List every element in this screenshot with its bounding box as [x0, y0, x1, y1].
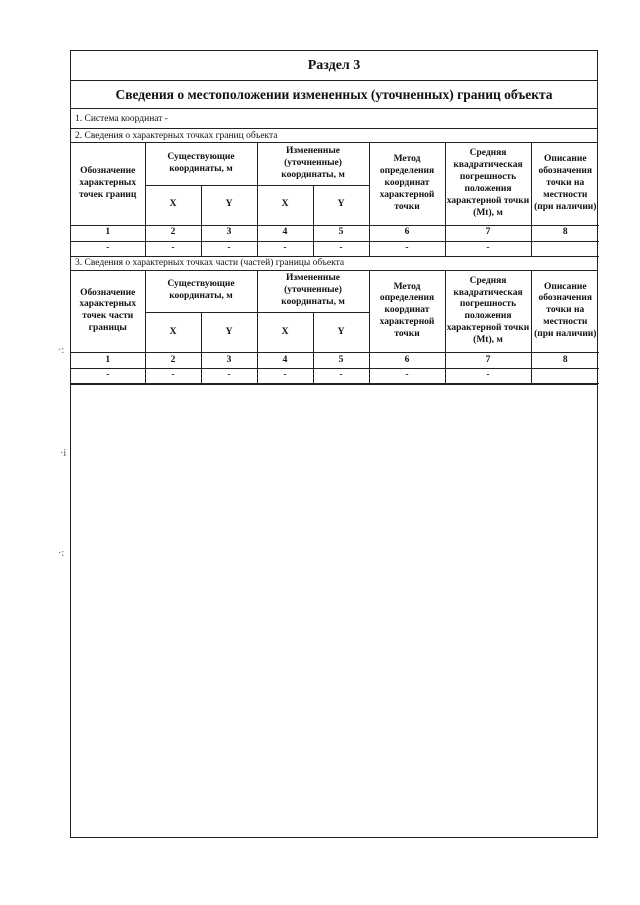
header-method: Метод определения координат характерной точки: [369, 143, 445, 225]
scan-mark: ·:: [58, 548, 65, 559]
col-number: 1: [71, 225, 145, 241]
header-existing: Существующие координаты, м: [145, 143, 257, 185]
col-number: 6: [369, 225, 445, 241]
header-changed: Измененные (уточненные) координаты, м: [257, 271, 369, 313]
table-cell: -: [257, 369, 313, 384]
table-cell: -: [313, 369, 369, 384]
table-cell: -: [201, 241, 257, 256]
table-cell: -: [313, 241, 369, 256]
col-number: 2: [145, 353, 201, 369]
header-method: Метод определения координат характерной точки: [369, 271, 445, 353]
col-number: 6: [369, 353, 445, 369]
part3-table: [71, 271, 599, 385]
header-error: Средняя квадратическая погрешность положения характерной точки (Mt), м: [445, 143, 531, 225]
scan-mark: ·:: [58, 345, 65, 356]
header-description: Описание обозначения точки на местности (при наличии): [531, 143, 599, 225]
header-x: X: [145, 185, 201, 225]
section-subtitle: Сведения о местоположении измененных (уточненных) границ объекта: [71, 81, 597, 109]
header-y: Y: [201, 313, 257, 353]
col-number: 2: [145, 225, 201, 241]
col-number: 3: [201, 353, 257, 369]
table-cell: -: [71, 369, 145, 384]
table-cell: -: [257, 241, 313, 256]
table-cell: -: [445, 369, 531, 384]
part2-table: [71, 143, 599, 257]
table-cell: -: [445, 241, 531, 256]
table-cell: -: [145, 369, 201, 384]
part2-caption: 2. Сведения о характерных точках границ объекта: [71, 129, 597, 143]
col-number: 1: [71, 353, 145, 369]
col-number: 4: [257, 225, 313, 241]
table-cell: -: [369, 241, 445, 256]
header-x: X: [145, 313, 201, 353]
coord-system-line: 1. Система координат -: [71, 109, 597, 129]
section-title: Раздел 3: [71, 51, 597, 81]
scan-mark: ·i: [60, 448, 67, 459]
col-number: 8: [531, 225, 599, 241]
header-changed: Измененные (уточненные) координаты, м: [257, 143, 369, 185]
table-cell: -: [201, 369, 257, 384]
header-description: Описание обозначения точки на местности (при наличии): [531, 271, 599, 353]
header-x: X: [257, 313, 313, 353]
header-error: Средняя квадратическая погрешность положения характерной точки (Mt), м: [445, 271, 531, 353]
table-cell: -: [369, 369, 445, 384]
header-designation: Обозначение характерных точек части границы: [71, 271, 145, 353]
col-number: 4: [257, 353, 313, 369]
header-y: Y: [201, 185, 257, 225]
part3-caption: 3. Сведения о характерных точках части (частей) границы объекта: [71, 257, 597, 271]
table-cell: [531, 241, 599, 256]
document-frame: [70, 50, 598, 838]
header-designation: Обозначение характерных точек границ: [71, 143, 145, 225]
col-number: 5: [313, 225, 369, 241]
table-cell: [531, 369, 599, 384]
header-y: Y: [313, 185, 369, 225]
col-number: 3: [201, 225, 257, 241]
header-y: Y: [313, 313, 369, 353]
table-bottom-rule: [71, 384, 597, 385]
table-cell: -: [145, 241, 201, 256]
header-existing: Существующие координаты, м: [145, 271, 257, 313]
col-number: 7: [445, 225, 531, 241]
table-cell: -: [71, 241, 145, 256]
col-number: 7: [445, 353, 531, 369]
col-number: 8: [531, 353, 599, 369]
header-x: X: [257, 185, 313, 225]
col-number: 5: [313, 353, 369, 369]
